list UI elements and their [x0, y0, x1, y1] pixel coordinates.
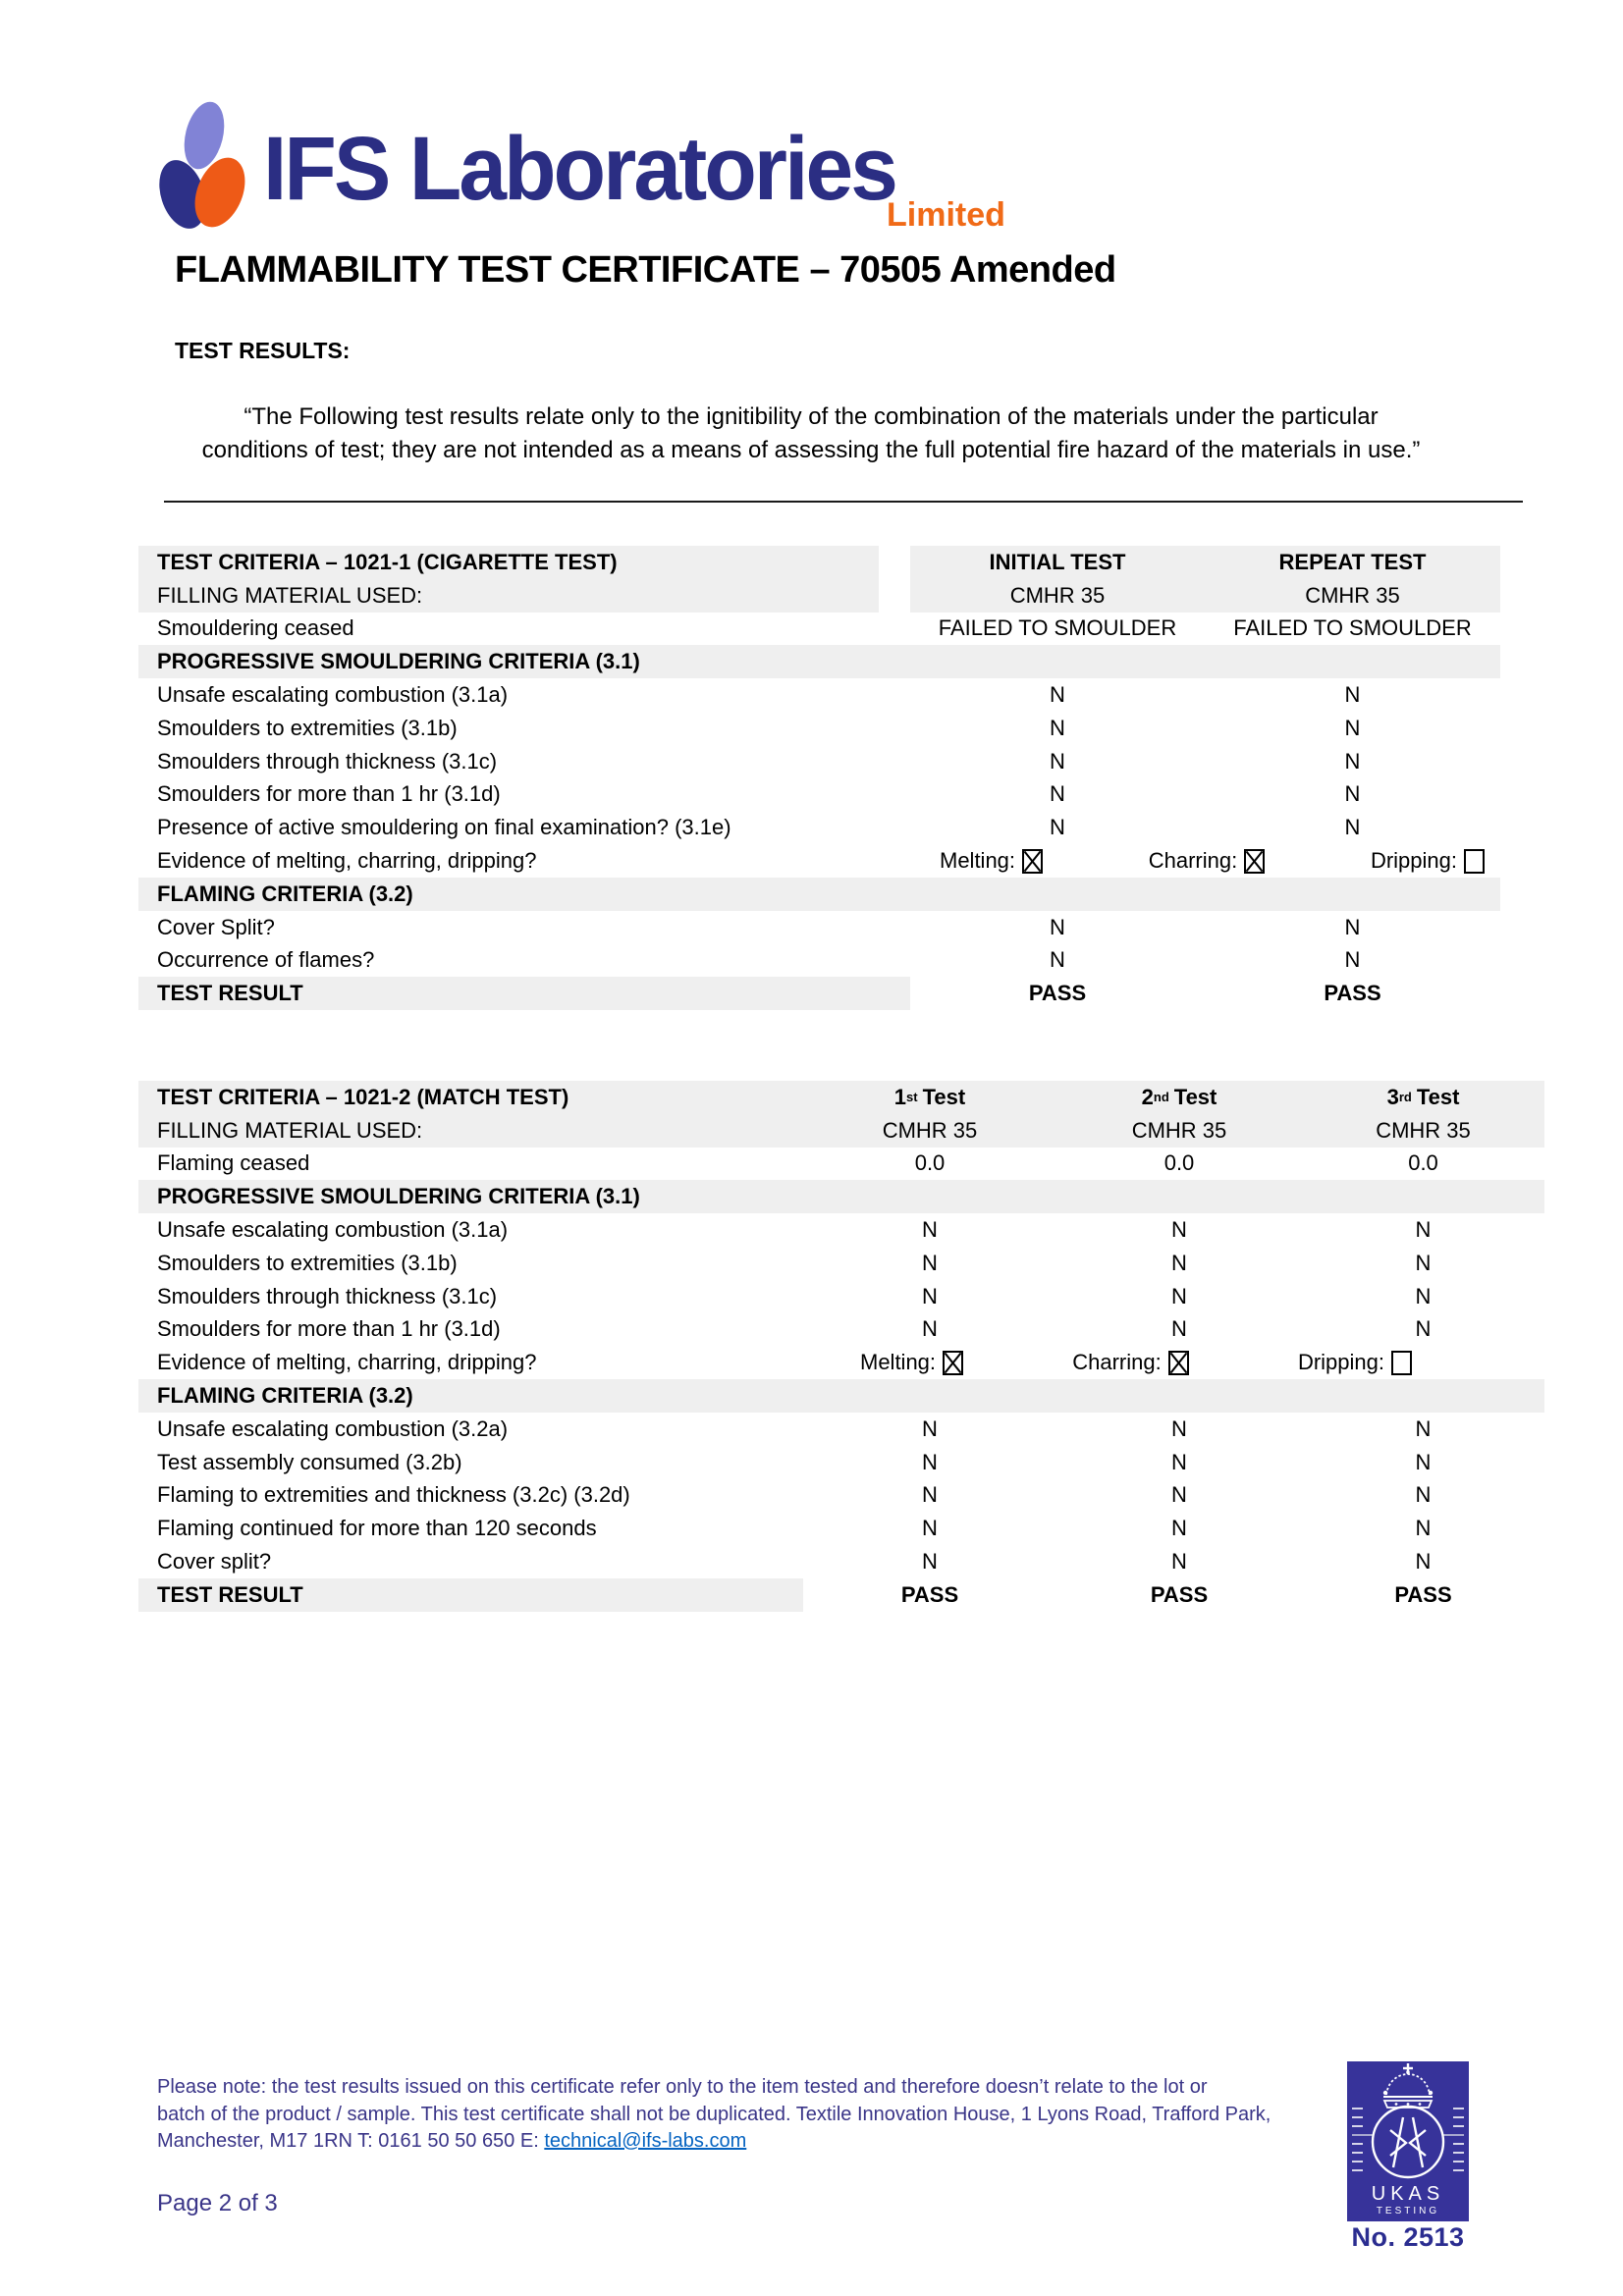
technical-email-link[interactable]: technical@ifs-labs.com: [544, 2130, 747, 2152]
t2-result-test3: PASS: [1394, 1581, 1452, 1607]
t1-header-gap: [879, 546, 910, 579]
t2-row-value: N: [922, 1482, 938, 1508]
t2-row-label: Flaming ceased: [157, 1150, 310, 1176]
ukas-accreditation-number: No. 2513: [1351, 2222, 1465, 2252]
t2-row-value: N: [922, 1549, 938, 1575]
t2-row-label: Flaming continued for more than 120 seconds: [157, 1516, 597, 1541]
t1-row-value: N: [1050, 748, 1065, 774]
t2-row-label: Unsafe escalating combustion (3.1a): [157, 1217, 509, 1243]
t1-row-label: Occurrence of flames?: [157, 947, 375, 973]
cigarette-test-table: [138, 546, 1500, 1010]
ukas-subtitle: TESTING: [1376, 2206, 1440, 2216]
charring-checkbox-group: [1072, 1350, 1188, 1375]
t1-header-label: TEST CRITERIA – 1021-1 (CIGARETTE TEST): [138, 546, 879, 579]
t1-row-value: N: [1344, 947, 1361, 973]
t2-header-label: TEST CRITERIA – 1021-2 (MATCH TEST): [138, 1081, 803, 1114]
test-results-heading: TEST RESULTS:: [175, 338, 351, 363]
t2-row-label: Test assembly consumed (3.2b): [157, 1449, 462, 1474]
ifs-logo-mark-icon: [153, 96, 253, 241]
t2-section-flaming-criteria: FLAMING CRITERIA (3.2): [138, 1379, 1544, 1413]
t2-row-value: N: [922, 1516, 938, 1541]
page-title: FLAMMABILITY TEST CERTIFICATE – 70505 Amended: [175, 249, 1116, 291]
t1-row-label: Smoulders through thickness (3.1c): [157, 748, 498, 774]
t1-row-label: Smouldering ceased: [157, 615, 354, 641]
t2-row-value: N: [1415, 1316, 1432, 1342]
t2-row-value: N: [1171, 1316, 1187, 1342]
t1-result-initial: PASS: [1028, 981, 1087, 1006]
footer-note-line-1: Please note: the test results issued on this certificate refer only to the item tested and therefore doesn’t relate to the lot or: [157, 2076, 1208, 2098]
t2-row-value: N: [922, 1250, 938, 1275]
t1-row-value: N: [1050, 914, 1065, 939]
charring-checkbox: [1244, 849, 1265, 874]
t2-row-value: N: [922, 1316, 938, 1342]
melting-checkbox: [943, 1351, 963, 1375]
t1-row-label: Cover Split?: [157, 914, 275, 939]
t1-row-value: N: [1344, 781, 1361, 807]
t1-header-initial-test: INITIAL TEST: [910, 546, 1205, 579]
dripping-checkbox: [1391, 1351, 1412, 1375]
t1-row-value: N: [1344, 914, 1361, 939]
t2-row-value: N: [922, 1415, 938, 1441]
t2-row-label: Smoulders for more than 1 hr (3.1d): [157, 1316, 501, 1342]
t2-filling-value: CMHR 35: [1056, 1114, 1302, 1148]
ukas-testing-badge: [1347, 2061, 1469, 2221]
logo-limited-text: Limited: [887, 196, 1005, 234]
t2-row-value: N: [1171, 1549, 1187, 1575]
page-number: Page 2 of 3: [157, 2190, 278, 2216]
t2-header-test-2: 2 nd Test: [1056, 1081, 1302, 1114]
t2-row-label: Unsafe escalating combustion (3.2a): [157, 1415, 509, 1441]
t1-row-value: N: [1050, 781, 1065, 807]
t1-row-value: FAILED TO SMOULDER: [938, 615, 1177, 641]
t1-row-value: N: [1344, 748, 1361, 774]
melting-checkbox-group: [940, 848, 1043, 874]
dripping-checkbox-group: [1371, 848, 1485, 874]
charring-label: Charring:: [1072, 1350, 1162, 1375]
t2-row-value: N: [1415, 1415, 1432, 1441]
ukas-badge-icon: [1347, 2061, 1469, 2221]
test-word: Test: [1416, 1084, 1460, 1109]
ukas-letters: UKAS: [1371, 2183, 1445, 2205]
t2-row-value: N: [1171, 1283, 1187, 1308]
t2-header-test-3: 3 rd Test: [1302, 1081, 1544, 1114]
t1-filling-gap: [879, 579, 910, 613]
test-number: 3: [1386, 1084, 1399, 1109]
t2-filling-value: CMHR 35: [803, 1114, 1056, 1148]
t1-section-progressive-smouldering: PROGRESSIVE SMOULDERING CRITERIA (3.1): [138, 645, 1500, 678]
footer-note-line-2: batch of the product / sample. This test certificate shall not be duplicated. Textile Innovation House, 1 Lyons Road, Trafford Park,: [157, 2103, 1271, 2125]
charring-checkbox-group: [1149, 848, 1265, 874]
logo-company-name: IFS Laboratories: [263, 119, 896, 219]
disclaimer-text: [143, 400, 1479, 466]
t1-row-value: FAILED TO SMOULDER: [1233, 615, 1472, 641]
t2-row-value: N: [1171, 1217, 1187, 1243]
t2-row-value: 0.0: [914, 1150, 946, 1176]
t2-result-test2: PASS: [1150, 1581, 1209, 1607]
test-word: Test: [1173, 1084, 1217, 1109]
t2-row-label: Smoulders to extremities (3.1b): [157, 1250, 458, 1275]
t2-evidence-checkboxes: [803, 1346, 1544, 1379]
t2-row-value: N: [1415, 1217, 1432, 1243]
t2-row-value: 0.0: [1408, 1150, 1438, 1176]
t1-row-value: N: [1344, 715, 1361, 740]
t2-row-value: N: [1415, 1283, 1432, 1308]
t2-result-test1: PASS: [900, 1581, 959, 1607]
t1-row-label: Smoulders to extremities (3.1b): [157, 715, 458, 740]
footer-note: [157, 2074, 1271, 2156]
melting-checkbox: [1022, 849, 1043, 874]
t1-row-value: N: [1050, 715, 1065, 740]
match-test-table: [138, 1081, 1544, 1612]
t2-row-value: N: [1171, 1449, 1187, 1474]
t1-header-repeat-test: REPEAT TEST: [1205, 546, 1500, 579]
t2-row-value: N: [1415, 1449, 1432, 1474]
t2-row-value: N: [1171, 1482, 1187, 1508]
t1-row-label: Smoulders for more than 1 hr (3.1d): [157, 781, 501, 807]
t2-row-value: N: [1415, 1516, 1432, 1541]
t2-filling-value: CMHR 35: [1302, 1114, 1544, 1148]
footer-contact-prefix: Manchester, M17 1RN T: 0161 50 50 650 E:: [157, 2130, 545, 2152]
horizontal-divider: [164, 501, 1523, 503]
t2-row-value: N: [1415, 1250, 1432, 1275]
footer-note-line-3: [157, 2128, 1271, 2156]
t1-row-value: N: [1050, 682, 1065, 708]
disclaimer-line-1: “The Following test results relate only to the ignitibility of the combination of the materials under the particular: [243, 403, 1379, 430]
charring-checkbox: [1168, 1351, 1189, 1375]
t1-section-flaming-criteria: FLAMING CRITERIA (3.2): [138, 878, 1500, 911]
test-word: Test: [922, 1084, 966, 1109]
t1-evidence-checkboxes: [910, 844, 1500, 878]
t2-row-value: N: [1415, 1482, 1432, 1508]
t2-row-value: N: [1171, 1250, 1187, 1275]
t2-row-value: N: [1415, 1549, 1432, 1575]
t1-filling-label: FILLING MATERIAL USED:: [138, 579, 879, 613]
t1-row-value: N: [1344, 682, 1361, 708]
dripping-label: Dripping:: [1297, 1350, 1384, 1375]
dripping-checkbox-group: [1298, 1350, 1412, 1375]
t2-result-label: TEST RESULT: [138, 1578, 803, 1612]
t2-row-value: 0.0: [1163, 1150, 1195, 1176]
t2-row-value: N: [1171, 1415, 1187, 1441]
disclaimer-line-2: conditions of test; they are not intended as a means of assessing the full potential fire hazard of the materials in use.”: [201, 436, 1421, 463]
t2-row-label: Smoulders through thickness (3.1c): [157, 1283, 498, 1308]
test-number: 2: [1141, 1084, 1154, 1109]
dripping-checkbox: [1464, 849, 1485, 874]
t1-row-label: Presence of active smouldering on final examination? (3.1e): [157, 815, 731, 840]
t1-row-value: N: [1344, 815, 1361, 840]
melting-checkbox-group: [860, 1350, 963, 1375]
t2-evidence-label: Evidence of melting, charring, dripping?: [157, 1350, 537, 1375]
t2-row-value: N: [1171, 1516, 1187, 1541]
t2-row-label: Cover split?: [157, 1549, 272, 1575]
t1-result-repeat: PASS: [1324, 981, 1381, 1006]
melting-label: Melting:: [940, 848, 1016, 874]
t2-row-value: N: [922, 1283, 938, 1308]
t2-section-progressive-smouldering: PROGRESSIVE SMOULDERING CRITERIA (3.1): [138, 1180, 1544, 1213]
t2-row-value: N: [922, 1449, 938, 1474]
t1-row-value: N: [1050, 815, 1065, 840]
t1-filling-value: CMHR 35: [910, 579, 1205, 613]
t1-row-value: N: [1050, 947, 1065, 973]
melting-label: Melting:: [860, 1350, 937, 1375]
t1-evidence-label: Evidence of melting, charring, dripping?: [157, 848, 537, 874]
t1-row-label: Unsafe escalating combustion (3.1a): [157, 682, 509, 708]
test-number: 1: [893, 1084, 907, 1109]
t2-filling-label: FILLING MATERIAL USED:: [138, 1114, 803, 1148]
charring-label: Charring:: [1148, 848, 1238, 874]
t1-result-label: TEST RESULT: [138, 977, 910, 1010]
t2-row-label: Flaming to extremities and thickness (3.2c) (3.2d): [157, 1482, 630, 1508]
t1-filling-value: CMHR 35: [1205, 579, 1500, 613]
t2-row-value: N: [922, 1217, 938, 1243]
t2-header-test-1: 1 st Test: [803, 1081, 1056, 1114]
dripping-label: Dripping:: [1370, 848, 1457, 874]
